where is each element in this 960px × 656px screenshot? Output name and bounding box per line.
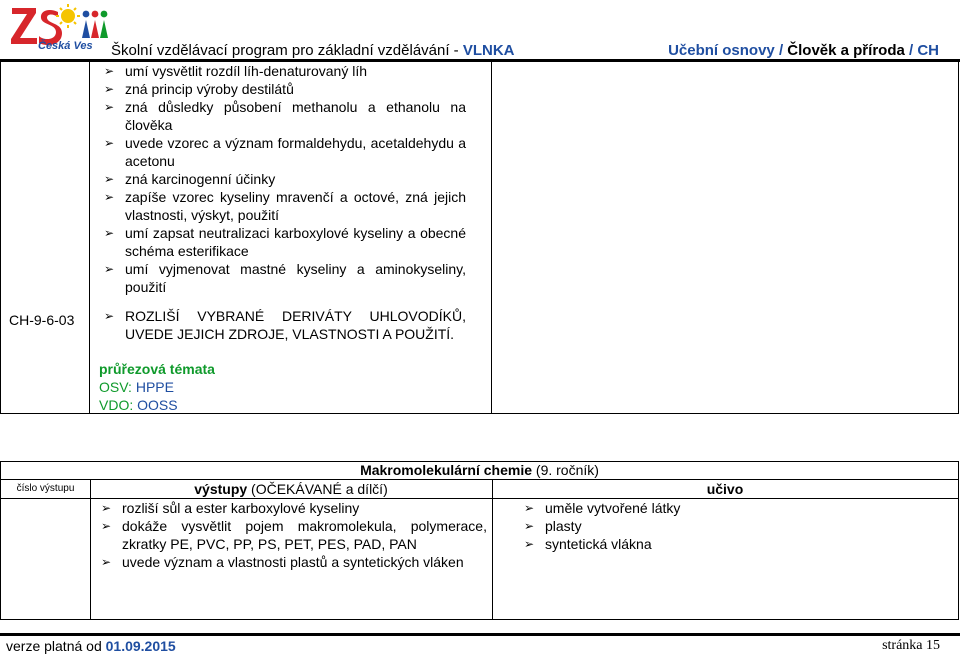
arrow-bullet-icon: ➢ bbox=[104, 226, 115, 240]
program-title bbox=[111, 42, 515, 59]
outcome-code: CH-9-6-03 bbox=[9, 312, 75, 328]
main-outcome: ➢ ROZLIŠÍ VYBRANÉ DERIVÁTY UHLOVODÍKŮ, UVEDE JEJICH ZDROJE, VLASTNOSTI A POUŽITÍ. bbox=[104, 308, 466, 342]
list-item: ➢ uvede vzorec a význam formaldehydu, acetaldehydu a acetonu bbox=[104, 135, 466, 169]
breadcrumb-part-2: Člověk a příroda bbox=[787, 42, 905, 59]
partial-outcomes-list bbox=[104, 62, 487, 296]
header-number: číslo výstupu bbox=[16, 483, 75, 494]
arrow-bullet-icon: ➢ bbox=[104, 64, 115, 78]
breadcrumb-part-3: / CH bbox=[904, 42, 939, 59]
arrow-bullet-icon: ➢ bbox=[104, 309, 115, 323]
list-item: ➢ plasty bbox=[524, 518, 582, 534]
cross-theme-row: VDO: OOSS bbox=[99, 397, 178, 413]
table-divider bbox=[90, 479, 91, 620]
subject-breadcrumb bbox=[668, 42, 939, 59]
arrow-bullet-icon: ➢ bbox=[524, 519, 535, 533]
footer-divider bbox=[0, 633, 960, 636]
page-header bbox=[0, 0, 960, 62]
arrow-bullet-icon: ➢ bbox=[104, 100, 115, 114]
list-item: ➢ umí vyjmenovat mastné kyseliny a aminokyseliny, použití bbox=[104, 261, 466, 295]
header-outputs: výstupy (OČEKÁVANÉ a dílčí) bbox=[194, 481, 388, 497]
list-item: ➢ umí zapsat neutralizaci karboxylové kyseliny a obecné schéma esterifikace bbox=[104, 225, 466, 259]
list-item: ➢ dokáže vysvětlit pojem makromolekula, polymerace, zkratky PE, PVC, PP, PS, PET, PES, PAD, PAN bbox=[101, 518, 487, 552]
list-item: ➢ syntetická vlákna bbox=[524, 536, 652, 552]
section-title: Makromolekulární chemie (9. ročník) bbox=[360, 462, 599, 478]
arrow-bullet-icon: ➢ bbox=[104, 136, 115, 150]
curriculum-list bbox=[524, 499, 824, 553]
cross-curricular-themes bbox=[99, 360, 215, 414]
list-item: ➢ zná princip výroby destilátů bbox=[104, 81, 294, 97]
arrow-bullet-icon: ➢ bbox=[101, 519, 112, 533]
program-brand: VLNKA bbox=[462, 42, 515, 59]
outcomes-table-macromolecular bbox=[0, 461, 959, 620]
column-code bbox=[1, 62, 90, 413]
arrow-bullet-icon: ➢ bbox=[524, 501, 535, 515]
header-curriculum: učivo bbox=[706, 481, 744, 497]
main-outcome-list bbox=[104, 307, 487, 343]
arrow-bullet-icon: ➢ bbox=[104, 172, 115, 186]
list-item: ➢ rozliší sůl a ester karboxylové kyseliny bbox=[101, 500, 360, 516]
list-item: ➢ uměle vytvořené látky bbox=[524, 500, 681, 516]
program-title-text: Školní vzdělávací program pro základní vzdělávání - bbox=[111, 42, 463, 59]
arrow-bullet-icon: ➢ bbox=[104, 82, 115, 96]
arrow-bullet-icon: ➢ bbox=[101, 555, 112, 569]
list-item: ➢ zapíše vzorec kyseliny mravenčí a octové, zná jejich vlastnosti, výskyt, použití bbox=[104, 189, 466, 223]
arrow-bullet-icon: ➢ bbox=[104, 262, 115, 276]
cross-theme-row: OSV: HPPE bbox=[99, 379, 174, 395]
version-info: verze platná od 01.09.2015 bbox=[6, 638, 176, 654]
arrow-bullet-icon: ➢ bbox=[524, 537, 535, 551]
list-item: ➢ zná důsledky působení methanolu a ethanolu na člověka bbox=[104, 99, 466, 133]
cross-themes-title: průřezová témata bbox=[99, 361, 215, 377]
logo-caption: Česká Ves bbox=[38, 40, 93, 52]
arrow-bullet-icon: ➢ bbox=[101, 501, 112, 515]
table-divider bbox=[492, 479, 493, 620]
outcomes-table-top bbox=[0, 62, 959, 414]
arrow-bullet-icon: ➢ bbox=[104, 190, 115, 204]
list-item: ➢ uvede význam a vlastnosti plastů a syntetických vláken bbox=[101, 554, 464, 570]
page-number: stránka 15 bbox=[882, 638, 940, 653]
version-date: 01.09.2015 bbox=[105, 638, 176, 654]
outputs-list bbox=[101, 499, 487, 571]
list-item: ➢ umí vysvětlit rozdíl líh-denaturovaný líh bbox=[104, 63, 367, 79]
list-item: ➢ zná karcinogenní účinky bbox=[104, 171, 276, 187]
breadcrumb-part-1: Učební osnovy / bbox=[668, 42, 788, 59]
